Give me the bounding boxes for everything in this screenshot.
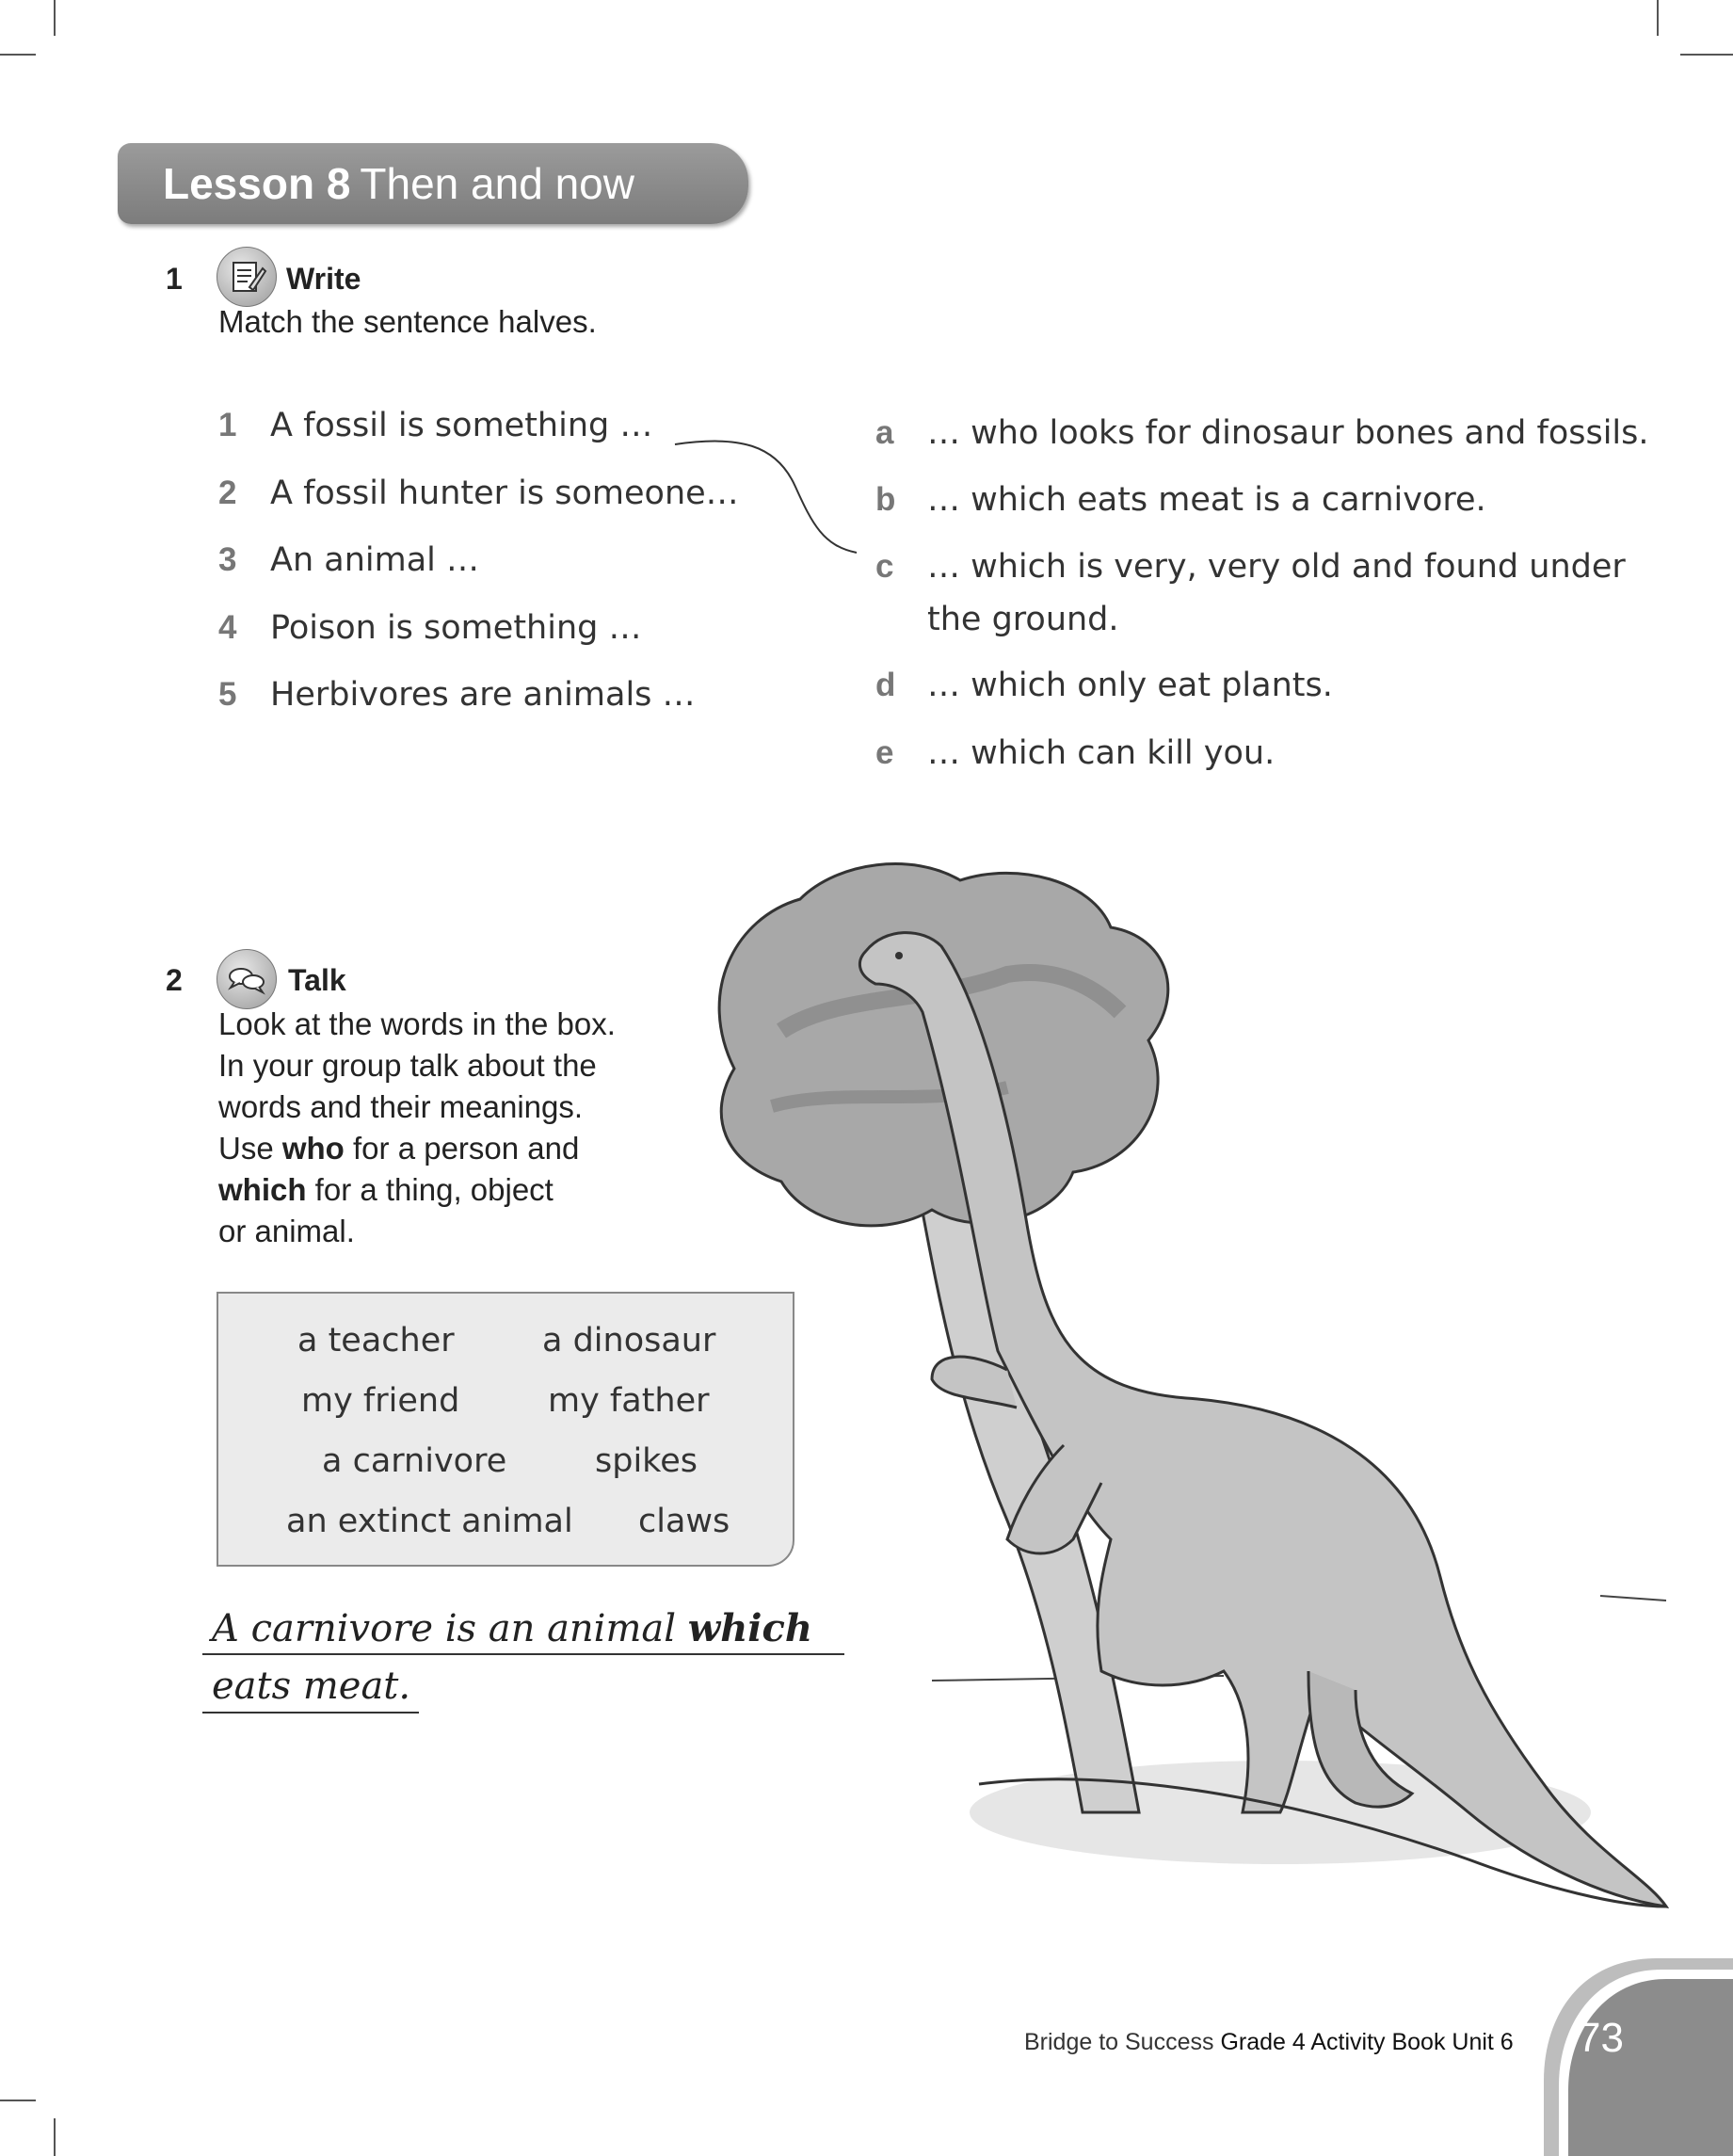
item-text: … which eats meat is a carnivore. bbox=[927, 481, 1486, 519]
word-box-item: claws bbox=[638, 1503, 730, 1540]
crop-mark bbox=[1657, 0, 1659, 36]
exercise-2-number: 2 bbox=[166, 963, 183, 997]
word-box-item: a teacher bbox=[297, 1322, 455, 1360]
word-box-item: my friend bbox=[301, 1382, 460, 1420]
item-text: the ground. bbox=[927, 601, 1119, 638]
crop-mark bbox=[0, 54, 36, 56]
crop-mark bbox=[0, 2100, 36, 2101]
item-number: 4 bbox=[218, 609, 237, 646]
item-number: 1 bbox=[218, 407, 237, 443]
instruction-line bbox=[218, 1169, 616, 1211]
example-keyword: which bbox=[687, 1606, 812, 1650]
item-text: … which only eat plants. bbox=[927, 667, 1333, 704]
item-letter: a bbox=[875, 414, 894, 451]
crop-mark bbox=[54, 0, 56, 36]
writing-line bbox=[202, 1712, 419, 1714]
instruction-text: for a person and bbox=[344, 1131, 580, 1166]
lesson-title: Then and now bbox=[360, 159, 634, 208]
talk-icon bbox=[217, 949, 277, 1009]
item-text: Poison is something … bbox=[270, 609, 642, 647]
word-box-item: a dinosaur bbox=[542, 1322, 716, 1360]
lesson-banner bbox=[118, 143, 748, 224]
instruction-line: words and their meanings. bbox=[218, 1089, 584, 1124]
item-text: A fossil is something … bbox=[270, 407, 653, 444]
footer-book: Grade 4 Activity Book Unit 6 bbox=[1220, 2029, 1514, 2055]
item-letter: b bbox=[875, 481, 896, 518]
example-text: A carnivore is an animal bbox=[212, 1607, 688, 1650]
instruction-text: for a thing, object bbox=[306, 1172, 554, 1207]
page-number-tab bbox=[1544, 1958, 1733, 2156]
item-text: … which can kill you. bbox=[927, 734, 1276, 772]
footer-series: Bridge to Success bbox=[1024, 2029, 1221, 2055]
exercise-2-instruction bbox=[218, 1004, 616, 1252]
write-icon bbox=[217, 247, 277, 307]
page-number: 73 bbox=[1578, 2015, 1624, 2061]
crop-mark bbox=[1680, 54, 1733, 56]
exercise-1-number: 1 bbox=[166, 262, 183, 296]
item-number: 5 bbox=[218, 676, 237, 713]
word-box-item: a carnivore bbox=[322, 1442, 507, 1480]
item-text: … who looks for dinosaur bones and fossils. bbox=[927, 414, 1649, 452]
exercise-1-instruction: Match the sentence halves. bbox=[218, 304, 597, 339]
instruction-line: or animal. bbox=[218, 1214, 355, 1248]
item-letter: d bbox=[875, 667, 896, 703]
item-text: An animal … bbox=[270, 541, 479, 579]
example-sentence-line-2: eats meat. bbox=[212, 1665, 411, 1708]
item-text: … which is very, very old and found under bbox=[927, 548, 1626, 586]
word-box-item: spikes bbox=[595, 1442, 698, 1480]
crop-mark bbox=[54, 2118, 56, 2156]
keyword-who: who bbox=[281, 1131, 345, 1166]
matching-line bbox=[673, 435, 861, 557]
lesson-number: Lesson 8 bbox=[163, 159, 351, 208]
item-letter: e bbox=[875, 734, 894, 771]
exercise-1-title: Write bbox=[286, 262, 361, 296]
item-text: Herbivores are animals … bbox=[270, 676, 696, 714]
exercise-2-title: Talk bbox=[288, 963, 346, 997]
footer-credit bbox=[1024, 2029, 1514, 2056]
instruction-line bbox=[218, 1128, 616, 1169]
item-number: 3 bbox=[218, 541, 237, 578]
dinosaur-illustration bbox=[697, 861, 1676, 1916]
instruction-line: Look at the words in the box. bbox=[218, 1006, 616, 1041]
word-box-item: an extinct animal bbox=[286, 1503, 573, 1540]
item-number: 2 bbox=[218, 475, 237, 511]
instruction-line: In your group talk about the bbox=[218, 1048, 597, 1083]
item-text: A fossil hunter is someone… bbox=[270, 475, 739, 512]
item-letter: c bbox=[875, 548, 894, 585]
word-box-item: my father bbox=[548, 1382, 710, 1420]
instruction-text: Use bbox=[218, 1131, 282, 1166]
keyword-which: which bbox=[218, 1172, 307, 1207]
